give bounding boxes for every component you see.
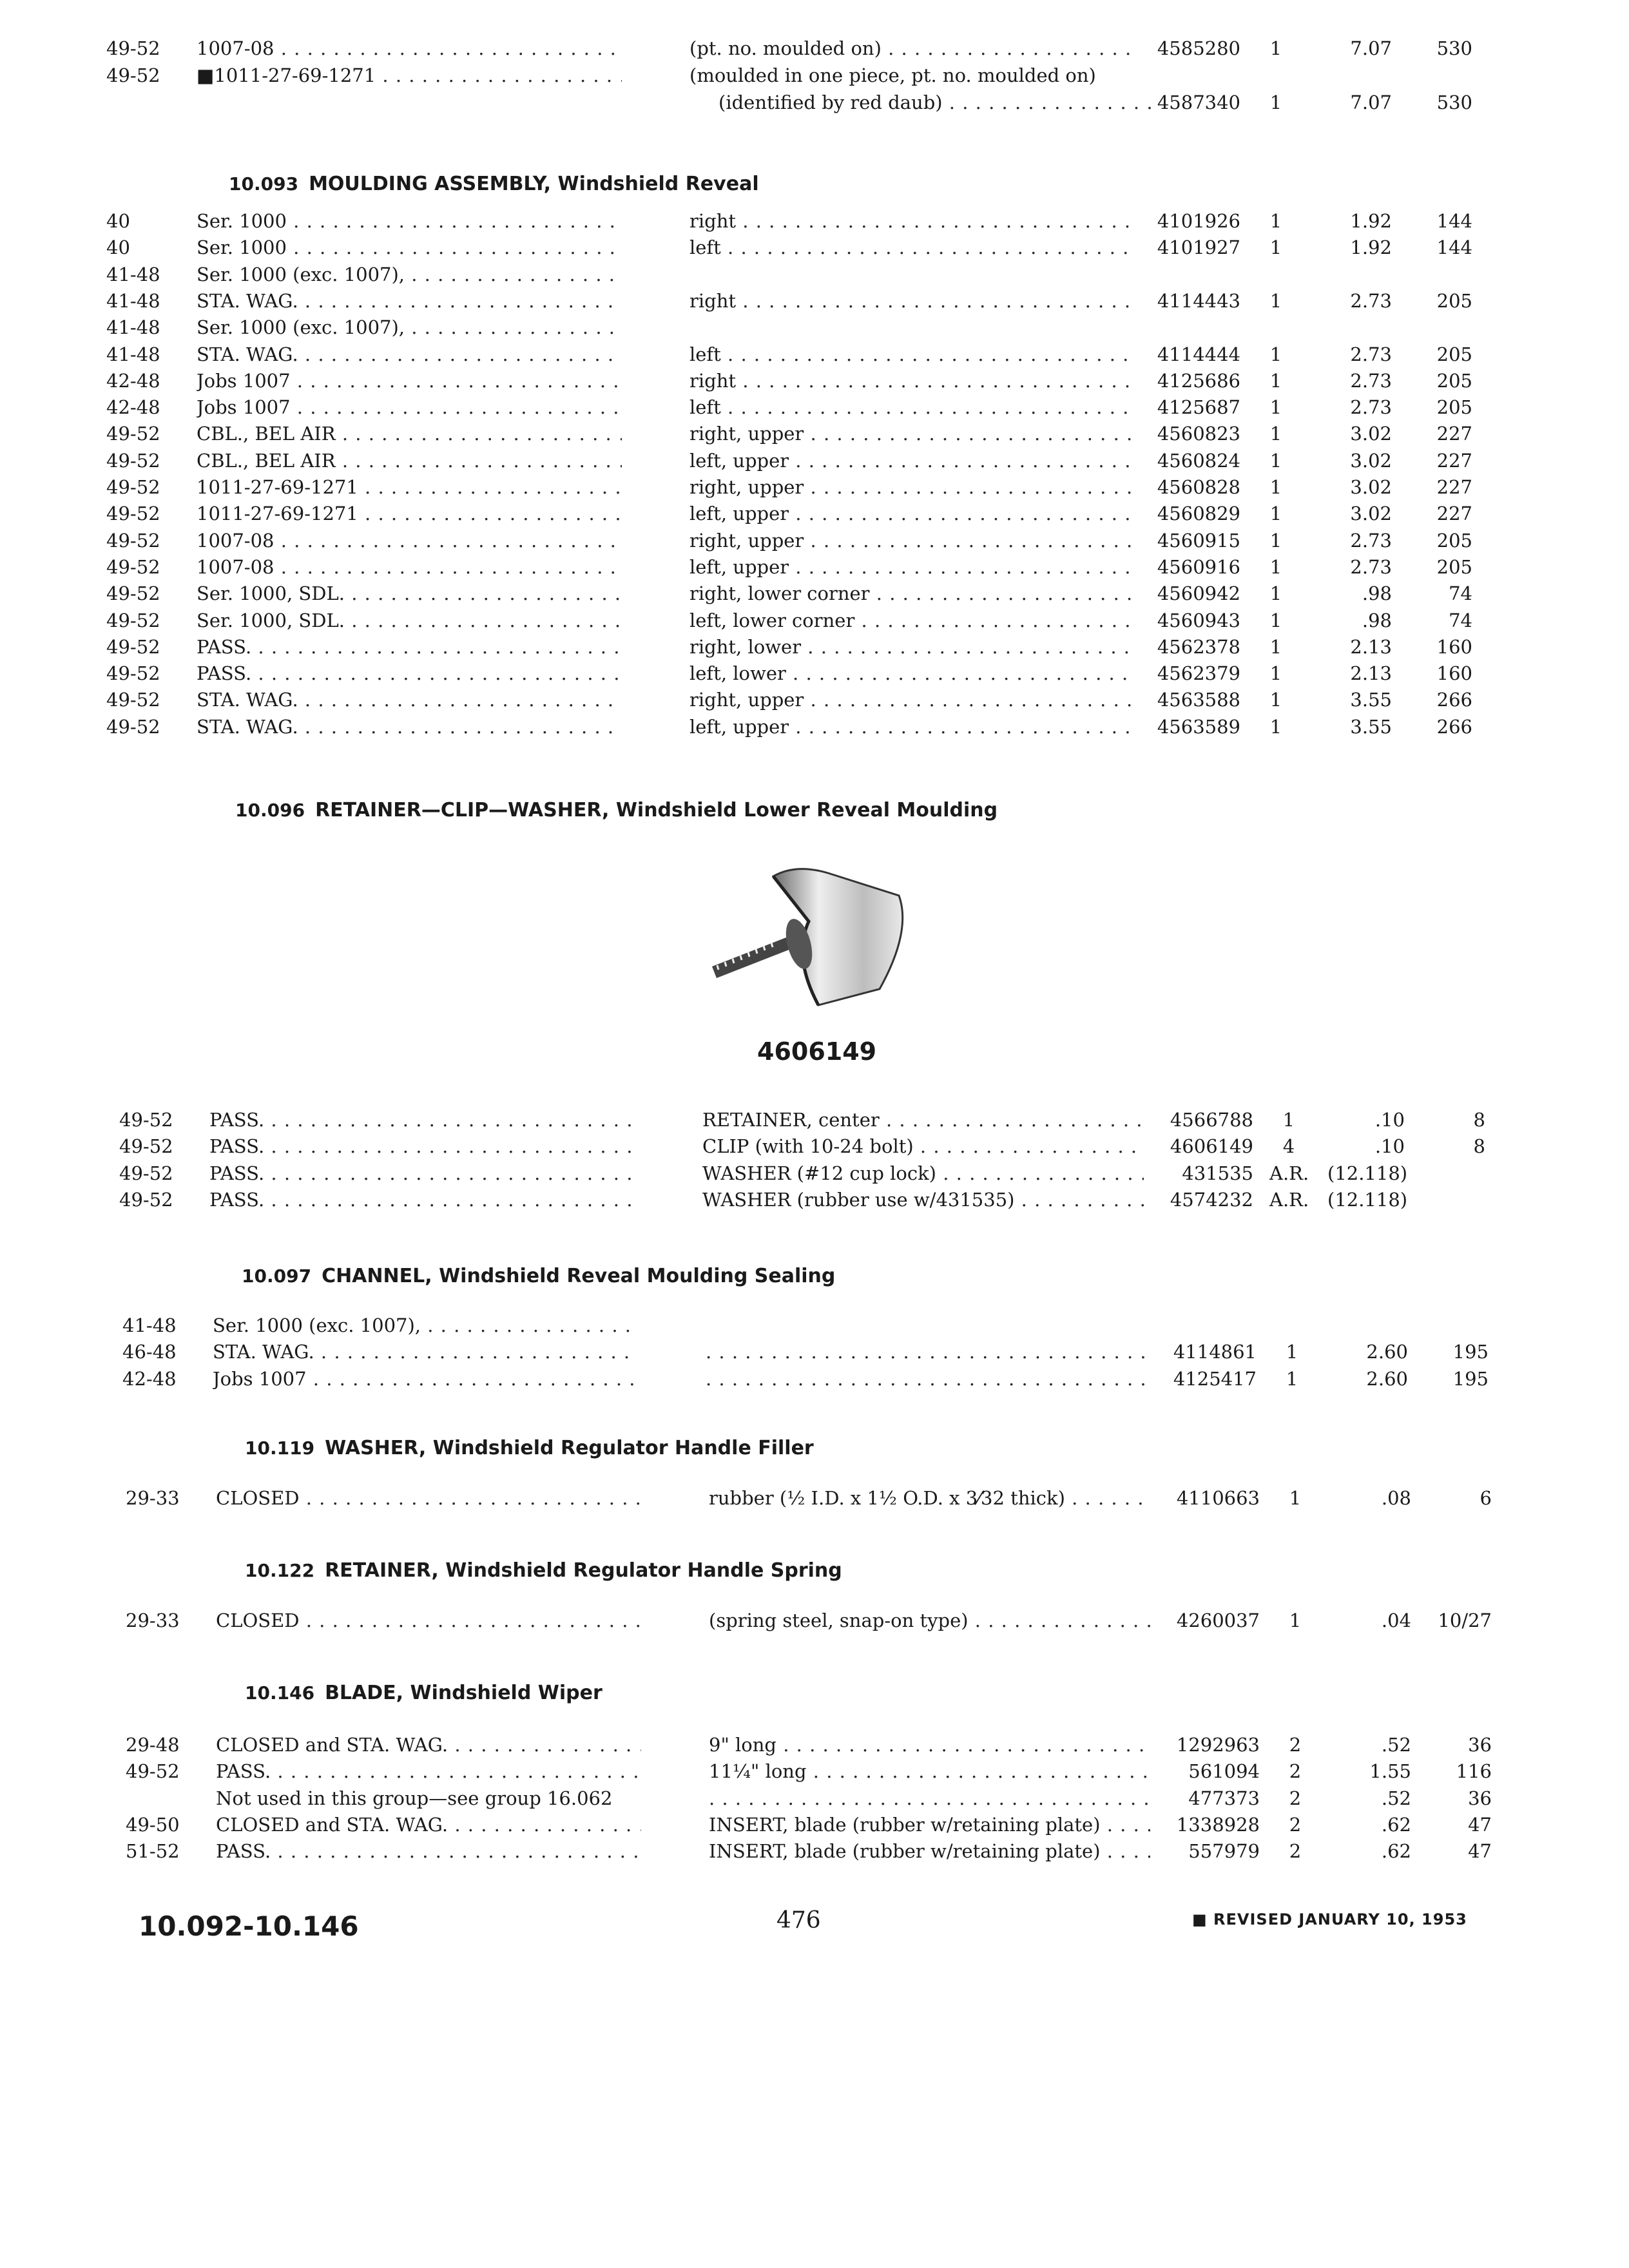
code-cell: 205: [1436, 530, 1472, 552]
clip-body-shape: [773, 869, 903, 1005]
section-title: WASHER, Windshield Regulator Handle Filler: [325, 1437, 814, 1459]
price-cell: .10: [1374, 1135, 1405, 1157]
application-cell: Ser. 1000 . . .: [197, 235, 622, 260]
section-number: 10.097: [242, 1265, 312, 1287]
code-cell: 116: [1456, 1760, 1492, 1782]
part-number-cell: 4114443: [1157, 290, 1240, 312]
code-cell: 47: [1468, 1840, 1492, 1862]
code-cell: 144: [1436, 210, 1472, 232]
quantity-cell: 1: [1269, 582, 1282, 604]
part-number-cell: 4585280: [1157, 37, 1240, 59]
quantity-cell: 1: [1289, 1610, 1302, 1631]
quantity-cell: A.R.: [1269, 1162, 1309, 1184]
price-cell: 7.07: [1350, 37, 1392, 59]
description-cell: left . . .: [689, 341, 1131, 367]
application-cell: STA. WAG. . . .: [197, 288, 622, 314]
application-cell: PASS. . . .: [209, 1160, 635, 1186]
quantity-cell: 1: [1269, 476, 1282, 498]
code-cell: 266: [1436, 716, 1472, 738]
price-cell: 2.73: [1350, 396, 1392, 418]
quantity-cell: 2: [1289, 1760, 1302, 1782]
application-cell: PASS. . . .: [209, 1107, 635, 1133]
quantity-cell: 2: [1289, 1734, 1302, 1756]
description-cell: left, upper . . .: [689, 714, 1131, 740]
years-cell: 41-48: [106, 316, 160, 338]
description-cell: INSERT, blade (rubber w/retaining plate) . . .: [709, 1838, 1150, 1864]
quantity-cell: 1: [1289, 1487, 1302, 1509]
application-cell: Jobs 1007 . . .: [197, 368, 622, 394]
description-cell: (identified by red daub) . . .: [689, 90, 1160, 115]
description-cell: left, upper . . .: [689, 501, 1131, 526]
years-cell: 29-33: [126, 1487, 180, 1509]
section-number: 10.093: [229, 173, 299, 195]
part-number-cell: 4560915: [1157, 530, 1240, 552]
application-cell: CLOSED . . .: [216, 1485, 641, 1511]
years-cell: 49-52: [119, 1162, 173, 1184]
years-cell: 49-52: [106, 610, 160, 631]
code-cell: 227: [1436, 450, 1472, 472]
part-number-cell: 4606149: [1170, 1135, 1253, 1157]
quantity-cell: 1: [1269, 610, 1282, 631]
description-cell: left, upper . . .: [689, 554, 1131, 580]
price-cell: 3.02: [1350, 423, 1392, 445]
part-number-cell: 477373: [1188, 1787, 1260, 1809]
application-cell: 1011-27-69-1271 . . .: [197, 501, 622, 526]
application-cell: 1007-08 . . .: [197, 554, 622, 580]
part-number-cell: 4560943: [1157, 610, 1240, 631]
code-cell: 205: [1436, 370, 1472, 392]
part-number-cell: 431535: [1182, 1162, 1253, 1184]
price-cell: .98: [1362, 610, 1392, 631]
years-cell: 41-48: [122, 1314, 177, 1336]
part-number-cell: 4560824: [1157, 450, 1240, 472]
section-title: BLADE, Windshield Wiper: [325, 1682, 602, 1704]
years-cell: 41-48: [106, 290, 160, 312]
application-cell: 1007-08 . . .: [197, 528, 622, 553]
quantity-cell: A.R.: [1269, 1189, 1309, 1211]
section-heading: [235, 799, 998, 822]
quantity-cell: 1: [1269, 662, 1282, 684]
description-cell: left, lower corner . . .: [689, 608, 1131, 633]
application-cell: Ser. 1000 (exc. 1007), . . .: [197, 262, 622, 287]
code-cell: 530: [1436, 91, 1472, 113]
description-cell: 9" long . . .: [709, 1732, 1150, 1758]
application-cell: 1011-27-69-1271 . . .: [197, 474, 622, 500]
years-cell: 49-52: [126, 1760, 180, 1782]
description-cell: (pt. no. moulded on) . . .: [689, 35, 1131, 61]
years-cell: 49-52: [106, 476, 160, 498]
price-cell: .08: [1381, 1487, 1411, 1509]
application-cell: CBL., BEL AIR . . .: [197, 448, 622, 474]
part-number-cell: 4560828: [1157, 476, 1240, 498]
section-title: MOULDING ASSEMBLY, Windshield Reveal: [309, 173, 759, 195]
description-cell: WASHER (#12 cup lock) . . .: [702, 1160, 1144, 1186]
part-number-cell: 4110663: [1176, 1487, 1260, 1509]
price-cell: 2.73: [1350, 370, 1392, 392]
section-number: 10.096: [235, 800, 305, 821]
description-cell: left . . .: [689, 235, 1131, 260]
part-number-cell: 557979: [1188, 1840, 1260, 1862]
code-cell: 195: [1452, 1368, 1489, 1390]
years-cell: 49-50: [126, 1814, 180, 1836]
quantity-cell: 1: [1269, 290, 1282, 312]
section-number: 10.119: [245, 1437, 315, 1459]
price-cell: 2.13: [1350, 662, 1392, 684]
quantity-cell: 2: [1289, 1840, 1302, 1862]
description-cell: INSERT, blade (rubber w/retaining plate) . . .: [709, 1812, 1150, 1838]
code-cell: 160: [1436, 636, 1472, 658]
description-cell: right . . .: [689, 288, 1131, 314]
part-number-cell: 4101926: [1157, 210, 1240, 232]
years-cell: 49-52: [119, 1189, 173, 1211]
application-cell: Ser. 1000 (exc. 1007), . . .: [197, 314, 622, 340]
part-number-cell: 4560916: [1157, 556, 1240, 578]
price-cell: 2.73: [1350, 530, 1392, 552]
bolt-shape: [712, 937, 791, 978]
code-cell: 227: [1436, 476, 1472, 498]
part-number-cell: 4574232: [1170, 1189, 1253, 1211]
code-cell: 8: [1473, 1109, 1485, 1131]
quantity-cell: 1: [1269, 37, 1282, 59]
years-cell: 29-48: [126, 1734, 180, 1756]
section-title: RETAINER—CLIP—WASHER, Windshield Lower Reveal Moulding: [315, 799, 998, 822]
code-cell: 10/27: [1438, 1610, 1492, 1631]
application-cell: STA. WAG. . . .: [197, 687, 622, 713]
application-cell: CLOSED . . .: [216, 1608, 641, 1633]
price-cell: 1.55: [1369, 1760, 1411, 1782]
code-cell: 205: [1436, 290, 1472, 312]
part-number-cell: 4114444: [1157, 343, 1240, 365]
description-cell: 11¼" long . . .: [709, 1758, 1150, 1784]
price-cell: .52: [1381, 1734, 1411, 1756]
part-number-cell: 561094: [1188, 1760, 1260, 1782]
part-number-cell: 4562379: [1157, 662, 1240, 684]
price-cell: .98: [1362, 582, 1392, 604]
price-cell: 1.92: [1350, 236, 1392, 258]
years-cell: 49-52: [106, 582, 160, 604]
quantity-cell: 1: [1269, 423, 1282, 445]
application-cell: PASS. . . .: [209, 1133, 635, 1159]
price-cell: 2.60: [1366, 1368, 1408, 1390]
code-cell: 227: [1436, 423, 1472, 445]
code-cell: 36: [1468, 1787, 1492, 1809]
years-cell: 49-52: [106, 636, 160, 658]
application-cell: Ser. 1000, SDL. . . .: [197, 581, 622, 606]
quantity-cell: 1: [1269, 450, 1282, 472]
part-number-cell: 4587340: [1157, 91, 1240, 113]
years-cell: 42-48: [106, 396, 160, 418]
quantity-cell: 1: [1269, 503, 1282, 524]
application-cell: PASS. . . .: [216, 1838, 641, 1864]
section-title: CHANNEL, Windshield Reveal Moulding Sealing: [322, 1265, 836, 1287]
description-cell: RETAINER, center . . .: [702, 1107, 1144, 1133]
description-cell: CLIP (with 10-24 bolt) . . .: [702, 1133, 1144, 1159]
quantity-cell: 1: [1269, 556, 1282, 578]
price-cell: 2.73: [1350, 290, 1392, 312]
years-cell: 46-48: [122, 1341, 177, 1363]
section-title: RETAINER, Windshield Regulator Handle Spring: [325, 1559, 842, 1582]
quantity-cell: 1: [1269, 636, 1282, 658]
code-cell: 227: [1436, 503, 1472, 524]
years-cell: 42-48: [122, 1368, 177, 1390]
years-cell: 42-48: [106, 370, 160, 392]
description-cell: (spring steel, snap-on type) . . .: [709, 1608, 1150, 1633]
description-cell: [706, 1366, 1147, 1392]
years-cell: 49-52: [106, 64, 160, 86]
code-cell: 74: [1449, 610, 1472, 631]
application-cell: Ser. 1000 . . .: [197, 208, 622, 234]
quantity-cell: 2: [1289, 1787, 1302, 1809]
years-cell: 51-52: [126, 1840, 180, 1862]
price-cell: 2.13: [1350, 636, 1392, 658]
code-cell: 195: [1452, 1341, 1489, 1363]
description-cell: right, upper . . .: [689, 687, 1131, 713]
code-cell: 144: [1436, 236, 1472, 258]
part-number-cell: 4563588: [1157, 689, 1240, 711]
price-cell: 3.55: [1350, 716, 1392, 738]
part-number-cell: 4563589: [1157, 716, 1240, 738]
years-cell: 49-52: [106, 556, 160, 578]
description-cell: (moulded in one piece, pt. no. moulded on): [689, 64, 1096, 86]
price-cell: 3.02: [1350, 450, 1392, 472]
years-cell: 41-48: [106, 264, 160, 285]
application-cell: CBL., BEL AIR . . .: [197, 421, 622, 447]
revision-note: ■ REVISED JANUARY 10, 1953: [1192, 1910, 1467, 1928]
years-cell: 49-52: [106, 716, 160, 738]
code-cell: 36: [1468, 1734, 1492, 1756]
quantity-cell: 1: [1269, 716, 1282, 738]
application-cell: PASS. . . .: [197, 634, 622, 660]
section-range: 10.092-10.146: [139, 1910, 359, 1942]
code-cell: 6: [1480, 1487, 1492, 1509]
application-cell: ■1011-27-69-1271 . . .: [197, 62, 622, 88]
part-number-cell: 4260037: [1176, 1610, 1260, 1631]
quantity-cell: 1: [1269, 396, 1282, 418]
years-cell: 49-52: [106, 423, 160, 445]
application-cell: STA. WAG. . . .: [197, 714, 622, 740]
application-cell: PASS. . . .: [216, 1758, 641, 1784]
code-cell: 205: [1436, 396, 1472, 418]
price-cell: 2.73: [1350, 556, 1392, 578]
code-cell: 74: [1449, 582, 1472, 604]
section-heading: [245, 1682, 602, 1704]
application-cell: Ser. 1000, SDL. . . .: [197, 608, 622, 633]
years-cell: 49-52: [106, 503, 160, 524]
years-cell: 41-48: [106, 343, 160, 365]
price-cell: .52: [1381, 1787, 1411, 1809]
years-cell: 29-33: [126, 1610, 180, 1631]
description-cell: rubber (½ I.D. x 1½ O.D. x 3⁄32 thick) . . .: [709, 1485, 1150, 1511]
code-cell: 530: [1436, 37, 1472, 59]
price-cell: 3.02: [1350, 476, 1392, 498]
part-number-cell: 4125417: [1173, 1368, 1257, 1390]
application-cell: Jobs 1007 . . .: [213, 1366, 638, 1392]
price-cell: 2.60: [1366, 1341, 1408, 1363]
section-number: 10.122: [245, 1560, 315, 1581]
description-cell: left, upper . . .: [689, 448, 1131, 474]
years-cell: 49-52: [119, 1135, 173, 1157]
part-number-cell: 4125687: [1157, 396, 1240, 418]
application-cell: CLOSED and STA. WAG. . . .: [216, 1732, 641, 1758]
retainer-clip-illustration: [706, 860, 912, 1021]
section-heading: [242, 1265, 835, 1287]
section-number: 10.146: [245, 1682, 315, 1704]
section-heading: [229, 173, 759, 195]
application-cell: 1007-08 . . .: [197, 35, 622, 61]
description-cell: left . . .: [689, 394, 1131, 420]
part-number-cell: 4560823: [1157, 423, 1240, 445]
price-cell: (12.118): [1327, 1162, 1408, 1184]
years-cell: 49-52: [106, 450, 160, 472]
application-cell: Jobs 1007 . . .: [197, 394, 622, 420]
section-heading: [245, 1559, 842, 1582]
years-cell: 40: [106, 210, 130, 232]
part-number-cell: 4101927: [1157, 236, 1240, 258]
price-cell: 3.02: [1350, 503, 1392, 524]
code-cell: 205: [1436, 556, 1472, 578]
years-cell: 49-52: [106, 530, 160, 552]
quantity-cell: 1: [1269, 343, 1282, 365]
code-cell: 8: [1473, 1135, 1485, 1157]
part-number-cell: 4560829: [1157, 503, 1240, 524]
price-cell: .62: [1381, 1814, 1411, 1836]
description-cell: right . . .: [689, 368, 1131, 394]
part-number-cell: 4125686: [1157, 370, 1240, 392]
code-cell: 266: [1436, 689, 1472, 711]
years-cell: 49-52: [119, 1109, 173, 1131]
description-cell: right, lower . . .: [689, 634, 1131, 660]
description-cell: right, upper . . .: [689, 421, 1131, 447]
code-cell: 160: [1436, 662, 1472, 684]
quantity-cell: 1: [1269, 370, 1282, 392]
description-cell: right . . .: [689, 208, 1131, 234]
description-cell: right, lower corner . . .: [689, 581, 1131, 606]
part-number-cell: 1338928: [1176, 1814, 1260, 1836]
quantity-cell: 1: [1286, 1368, 1298, 1390]
figure-label: 4606149: [757, 1037, 877, 1066]
description-cell: right, upper . . .: [689, 528, 1131, 553]
part-number-cell: 4566788: [1170, 1109, 1253, 1131]
code-cell: 47: [1468, 1814, 1492, 1836]
price-cell: 3.55: [1350, 689, 1392, 711]
price-cell: 1.92: [1350, 210, 1392, 232]
application-cell: PASS. . . .: [197, 660, 622, 686]
application-cell: STA. WAG. . . .: [197, 341, 622, 367]
quantity-cell: 1: [1269, 689, 1282, 711]
price-cell: .10: [1374, 1109, 1405, 1131]
application-cell: CLOSED and STA. WAG. . . .: [216, 1812, 641, 1838]
years-cell: 40: [106, 236, 130, 258]
description-cell: right, upper . . .: [689, 474, 1131, 500]
price-cell: .62: [1381, 1840, 1411, 1862]
years-cell: 49-52: [106, 689, 160, 711]
part-number-cell: 4562378: [1157, 636, 1240, 658]
quantity-cell: 1: [1269, 236, 1282, 258]
years-cell: 49-52: [106, 37, 160, 59]
description-cell: [709, 1785, 1150, 1811]
years-cell: 49-52: [106, 662, 160, 684]
description-cell: left, lower . . .: [689, 660, 1131, 686]
application-cell: PASS. . . .: [209, 1187, 635, 1213]
application-cell: STA. WAG. . . .: [213, 1339, 638, 1365]
quantity-cell: 4: [1282, 1135, 1295, 1157]
application-cell: Not used in this group—see group 16.062: [216, 1787, 613, 1809]
page-number: 476: [776, 1907, 821, 1934]
part-number-cell: 1292963: [1176, 1734, 1260, 1756]
part-number-cell: 4560942: [1157, 582, 1240, 604]
quantity-cell: 1: [1269, 210, 1282, 232]
application-cell: Ser. 1000 (exc. 1007), . . .: [213, 1312, 638, 1338]
quantity-cell: 1: [1269, 91, 1282, 113]
quantity-cell: 1: [1286, 1341, 1298, 1363]
quantity-cell: 2: [1289, 1814, 1302, 1836]
code-cell: 205: [1436, 343, 1472, 365]
price-cell: .04: [1381, 1610, 1411, 1631]
quantity-cell: 1: [1282, 1109, 1295, 1131]
description-cell: WASHER (rubber use w/431535) . . .: [702, 1187, 1144, 1213]
quantity-cell: 1: [1269, 530, 1282, 552]
part-number-cell: 4114861: [1173, 1341, 1257, 1363]
price-cell: 7.07: [1350, 91, 1392, 113]
price-cell: 2.73: [1350, 343, 1392, 365]
price-cell: (12.118): [1327, 1189, 1408, 1211]
description-cell: [706, 1339, 1147, 1365]
section-heading: [245, 1437, 814, 1459]
